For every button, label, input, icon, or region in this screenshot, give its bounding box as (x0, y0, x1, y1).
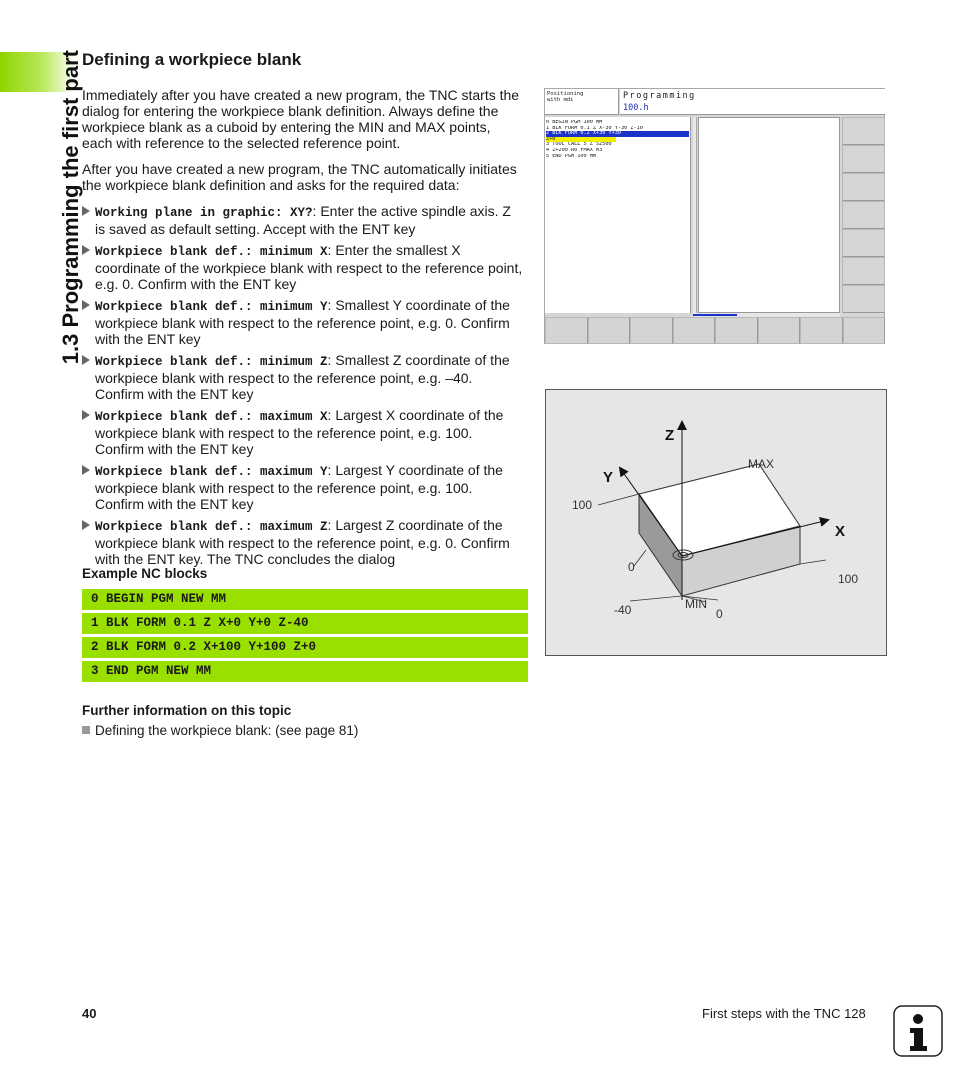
y-axis-label: Y (603, 469, 614, 486)
tnc-program-line: 4 Z+200 R0 FMAX M3 (546, 147, 603, 153)
info-icon-svg (893, 1005, 943, 1057)
tnc-vertical-softkey (842, 201, 885, 229)
step-maximum-z: Workpiece blank def.: maximum Z: Largest Z coordinate of the workpiece blank with respect to the reference point, e.g. 0. Confirm with the ENT key. The TNC concludes the dialog (82, 517, 524, 567)
blank-diagram-svg (546, 390, 888, 657)
arrow-right-icon (82, 355, 90, 365)
tnc-softkey (800, 317, 843, 344)
z-0-label: 0 (628, 560, 635, 574)
bullet-square-icon (82, 726, 90, 734)
workpiece-blank-diagram (545, 389, 887, 656)
tnc-vertical-softkey (842, 117, 885, 145)
tnc-vertical-softkeys (842, 117, 885, 313)
z-minus40-label: -40 (614, 603, 632, 617)
tnc-program-line: 3 TOOL CALL 5 Z S2500 (546, 142, 612, 148)
tnc-softkey (630, 317, 673, 344)
tnc-program-header (620, 89, 885, 115)
tnc-softkey (545, 317, 588, 344)
tnc-program-line: Z+0 (546, 137, 689, 143)
nc-block-0: 0 BEGIN PGM NEW MM (82, 589, 528, 610)
dialog-paragraph: After you have created a new program, the TNC automatically initiates the workpiece blank definition and asks for the required data: (82, 161, 517, 193)
dim-y100 (598, 494, 639, 505)
further-info-heading: Further information on this topic (82, 703, 292, 718)
dim-x100 (800, 560, 826, 564)
tnc-scroll-thumb (693, 314, 737, 316)
tnc-mode-display: Positioning with mdi (545, 89, 619, 115)
dialog-steps (82, 203, 524, 572)
step-minimum-x: Workpiece blank def.: minimum X: Enter the smallest X coordinate of the workpiece blank with respect to the reference point, e.g. 0. Confirm with the ENT key (82, 242, 524, 292)
dim-z40 (630, 596, 682, 601)
dim-z0 (634, 550, 646, 566)
tnc-softkey (715, 317, 758, 344)
tnc-program-line: 0 BEGIN PGM 100 MM (546, 120, 603, 125)
arrow-right-icon (82, 300, 90, 310)
arrow-right-icon (82, 245, 90, 255)
arrow-right-icon (82, 520, 90, 530)
step-maximum-x: Workpiece blank def.: maximum X: Largest X coordinate of the workpiece blank with respect to the reference point, e.g. 100. Confirm with the ENT key (82, 407, 524, 457)
page-number: 40 (82, 1006, 97, 1021)
tnc-program-listing (545, 117, 691, 313)
tnc-screenshot (544, 88, 885, 344)
tnc-program-line-active: 2 BLK FORM 0.2 X+30 Y+30 (546, 131, 689, 137)
max-label: MAX (748, 457, 775, 471)
tnc-vertical-softkey (842, 257, 885, 285)
x-100-label: 100 (838, 572, 859, 586)
step-minimum-y: Workpiece blank def.: minimum Y: Smallest Y coordinate of the workpiece blank with respect to the reference point, e.g. 0. Confirm with the ENT key (82, 297, 524, 347)
arrow-right-icon (82, 206, 90, 216)
tnc-softkey (758, 317, 801, 344)
x-axis-label: X (835, 523, 846, 540)
tnc-vertical-softkey (842, 145, 885, 173)
tnc-softkey (588, 317, 631, 344)
nc-block-1: 1 BLK FORM 0.1 Z X+0 Y+0 Z-40 (82, 613, 528, 634)
step-minimum-z: Workpiece blank def.: minimum Z: Smallest Z coordinate of the workpiece blank with respect to the reference point, e.g. –40. Confirm with the ENT key (82, 352, 524, 402)
arrow-right-icon (82, 465, 90, 475)
tnc-softkey (843, 317, 886, 344)
tnc-program-line: 5 END PGM 100 MM (546, 153, 596, 159)
further-info-item[interactable]: Defining the workpiece blank: (see page 81) (82, 723, 358, 738)
example-heading: Example NC blocks (82, 566, 208, 581)
arrow-right-icon (82, 410, 90, 420)
tnc-file-name: 100.h (623, 103, 649, 113)
nc-block-3: 3 END PGM NEW MM (82, 661, 528, 682)
page-heading: Defining a workpiece blank (82, 50, 302, 69)
tnc-mode-title: Programming (623, 91, 696, 101)
tnc-graphics-window (698, 117, 840, 313)
tnc-horizontal-softkeys (545, 317, 885, 344)
step-maximum-y: Workpiece blank def.: maximum Y: Largest Y coordinate of the workpiece blank with respect to the reference point, e.g. 100. Confirm with the ENT key (82, 462, 524, 512)
section-title: 1.3 Programming the first part (58, 50, 83, 365)
tnc-vertical-softkey (842, 229, 885, 257)
tnc-softkey (673, 317, 716, 344)
footer-title: First steps with the TNC 128 (702, 1006, 866, 1021)
z-axis-label: Z (665, 427, 675, 444)
intro-paragraph: Immediately after you have created a new program, the TNC starts the dialog for entering the workpiece blank definition. Always define the workpiece blank as a cuboid by entering the MIN and MAX points, each with reference to the selected reference point. (82, 87, 520, 151)
x-0-label: 0 (716, 607, 723, 621)
nc-block-2: 2 BLK FORM 0.2 X+100 Y+100 Z+0 (82, 637, 528, 658)
info-icon[interactable] (893, 1005, 943, 1057)
step-working-plane: Working plane in graphic: XY?: Enter the active spindle axis. Z is saved as default setting. Accept with the ENT key (82, 203, 524, 237)
y-100-label: 100 (572, 498, 593, 512)
tnc-splitter (693, 117, 697, 313)
min-label: MIN (685, 597, 707, 611)
tnc-vertical-softkey (842, 285, 885, 313)
tnc-vertical-softkey (842, 173, 885, 201)
tnc-program-line: 1 BLK FORM 0.1 Z X-30 Y-30 Z-10 (546, 125, 643, 131)
